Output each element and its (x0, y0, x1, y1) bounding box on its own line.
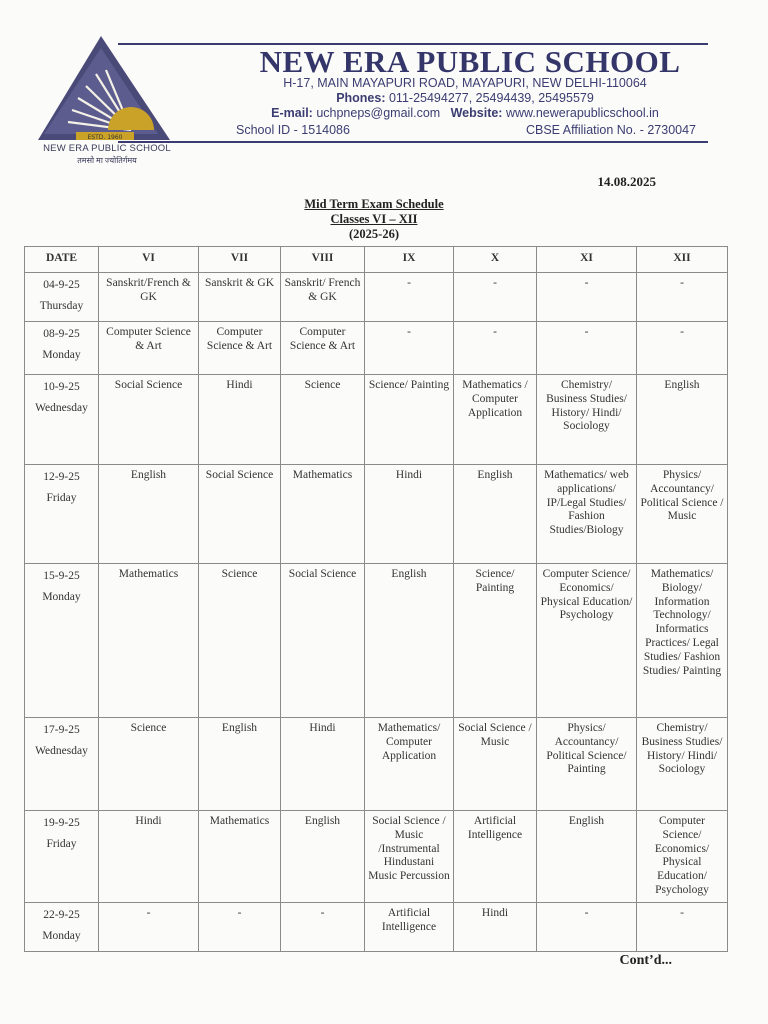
subject-cell: Social Science (199, 465, 281, 564)
exam-day: Monday (42, 349, 81, 361)
subject-cell: Science/ Painting (454, 564, 537, 718)
date-cell (25, 375, 99, 465)
col-header: DATE (25, 247, 99, 273)
col-header: XII (637, 247, 728, 273)
exam-day: Thursday (39, 300, 84, 312)
exam-day: Wednesday (35, 745, 88, 757)
exam-date: 04-9-25 (43, 279, 80, 291)
subject-cell: Social Science (99, 375, 199, 465)
email-label: E-mail: (271, 106, 313, 120)
col-header: VI (99, 247, 199, 273)
subject-cell: Hindi (454, 902, 537, 951)
date-cell (25, 718, 99, 811)
school-logo (36, 34, 176, 166)
table-row (25, 902, 728, 951)
subject-cell: English (454, 465, 537, 564)
triangle-emblem-icon (36, 34, 176, 144)
exam-day: Wednesday (35, 402, 88, 414)
subject-cell: Hindi (199, 375, 281, 465)
subject-cell: - (537, 322, 637, 375)
col-header: VIII (281, 247, 365, 273)
table-row (25, 375, 728, 465)
subject-cell: Mathematics / Computer Application (454, 375, 537, 465)
subject-cell: - (637, 902, 728, 951)
subject-cell: Science/ Painting (365, 375, 454, 465)
subject-cell: Computer Science & Art (199, 322, 281, 375)
subject-cell: Computer Science/ Economics/ Physical Education/ Psychology (537, 564, 637, 718)
subject-cell: - (637, 273, 728, 322)
subject-cell: Computer Science/ Economics/ Physical Education/ Psychology (637, 811, 728, 903)
date-cell (25, 273, 99, 322)
exam-date: 15-9-25 (43, 570, 80, 582)
col-header: X (454, 247, 537, 273)
subject-cell: - (365, 273, 454, 322)
school-address: H-17, MAIN MAYAPURI ROAD, MAYAPURI, NEW DELHI-110064 (283, 76, 647, 90)
website-label: Website: (450, 106, 503, 120)
subject-cell: English (537, 811, 637, 903)
logo-school-name: NEW ERA PUBLIC SCHOOL (43, 143, 171, 154)
date-cell (25, 902, 99, 951)
document-title (234, 197, 514, 242)
document-date: 14.08.2025 (597, 174, 656, 189)
subject-cell: Mathematics/ web applications/ IP/Legal Studies/ Fashion Studies/Biology (537, 465, 637, 564)
subject-cell: Mathematics/ Biology/ Information Technology/ Informatics Practices/ Legal Studies/ Fashion Studies/ Painting (637, 564, 728, 718)
date-cell (25, 564, 99, 718)
date-cell (25, 811, 99, 903)
subject-cell: Science (281, 375, 365, 465)
exam-date: 17-9-25 (43, 724, 80, 736)
subject-cell: Physics/ Accountancy/ Political Science/ Painting (537, 718, 637, 811)
table-row (25, 718, 728, 811)
subject-cell: - (199, 902, 281, 951)
subject-cell: Social Science / Music (454, 718, 537, 811)
contact-line (230, 106, 700, 120)
website-value: www.newerapublicschool.in (505, 106, 659, 120)
subject-cell: Chemistry/ Business Studies/ History/ Hindi/ Sociology (537, 375, 637, 465)
school-id: School ID - 1514086 (236, 123, 350, 137)
subject-cell: Science (199, 564, 281, 718)
logo-motto: तमसो मा ज्योतिर्गमय (77, 156, 137, 165)
subject-cell: English (637, 375, 728, 465)
subject-cell: Sanskrit & GK (199, 273, 281, 322)
exam-date: 08-9-25 (43, 328, 80, 340)
subject-cell: Computer Science & Art (281, 322, 365, 375)
subject-cell: Hindi (99, 811, 199, 903)
subject-cell: Computer Science & Art (99, 322, 199, 375)
exam-date: 22-9-25 (43, 908, 80, 921)
subject-cell: Social Science (281, 564, 365, 718)
subject-cell: Mathematics (281, 465, 365, 564)
table-row (25, 564, 728, 718)
col-header: XI (537, 247, 637, 273)
subject-cell: Mathematics (199, 811, 281, 903)
phones-label: Phones: (336, 91, 386, 105)
subject-cell: English (281, 811, 365, 903)
subject-cell: - (537, 902, 637, 951)
title-line-3: (2025-26) (349, 227, 399, 241)
exam-day: Monday (42, 929, 81, 942)
school-name: NEW ERA PUBLIC SCHOOL (259, 44, 681, 79)
subject-cell: Artificial Intelligence (365, 902, 454, 951)
subject-cell: Chemistry/ Business Studies/ History/ Hindi/ Sociology (637, 718, 728, 811)
logo-estd: ESTD. 1960 (87, 134, 123, 141)
subject-cell: Mathematics (99, 564, 199, 718)
date-cell (25, 465, 99, 564)
email-value: uchpneps@gmail.com (316, 106, 441, 120)
subject-cell: - (454, 322, 537, 375)
exam-day: Friday (46, 492, 77, 504)
subject-cell: - (454, 273, 537, 322)
subject-cell: Physics/ Accountancy/ Political Science / Music (637, 465, 728, 564)
table-row (25, 322, 728, 375)
col-header: IX (365, 247, 454, 273)
exam-date: 12-9-25 (43, 471, 80, 483)
cbse-affiliation: CBSE Affiliation No. - 2730047 (525, 123, 696, 137)
subject-cell: English (365, 564, 454, 718)
subject-cell: Sanskrit/French & GK (99, 273, 199, 322)
table-row (25, 811, 728, 903)
exam-day: Monday (42, 591, 81, 603)
subject-cell: Artificial Intelligence (454, 811, 537, 903)
title-line-2: Classes VI – XII (330, 212, 418, 226)
exam-schedule-table (24, 246, 728, 952)
subject-cell: - (99, 902, 199, 951)
exam-date: 10-9-25 (43, 381, 80, 393)
subject-cell: - (637, 322, 728, 375)
table-row (25, 273, 728, 322)
date-cell (25, 322, 99, 375)
subject-cell: Hindi (365, 465, 454, 564)
subject-cell: English (199, 718, 281, 811)
title-line-1: Mid Term Exam Schedule (304, 197, 444, 211)
subject-cell: - (365, 322, 454, 375)
subject-cell: Social Science / Music /Instrumental Hindustani Music Percussion (365, 811, 454, 903)
col-header: VII (199, 247, 281, 273)
subject-cell: Sanskrit/ French & GK (281, 273, 365, 322)
exam-day: Friday (46, 838, 77, 850)
phones-value: 011-25494277, 25494439, 25495579 (388, 91, 594, 105)
subject-cell: Science (99, 718, 199, 811)
subject-cell: Hindi (281, 718, 365, 811)
table-row (25, 465, 728, 564)
subject-cell: Mathematics/ Computer Application (365, 718, 454, 811)
exam-date: 19-9-25 (43, 817, 80, 829)
header-bottom-rule (118, 141, 708, 143)
continued-label: Cont’d... (619, 953, 672, 968)
subject-cell: - (281, 902, 365, 951)
subject-cell: English (99, 465, 199, 564)
table-header-row (25, 247, 728, 273)
subject-cell: - (537, 273, 637, 322)
phones-line (230, 91, 700, 105)
